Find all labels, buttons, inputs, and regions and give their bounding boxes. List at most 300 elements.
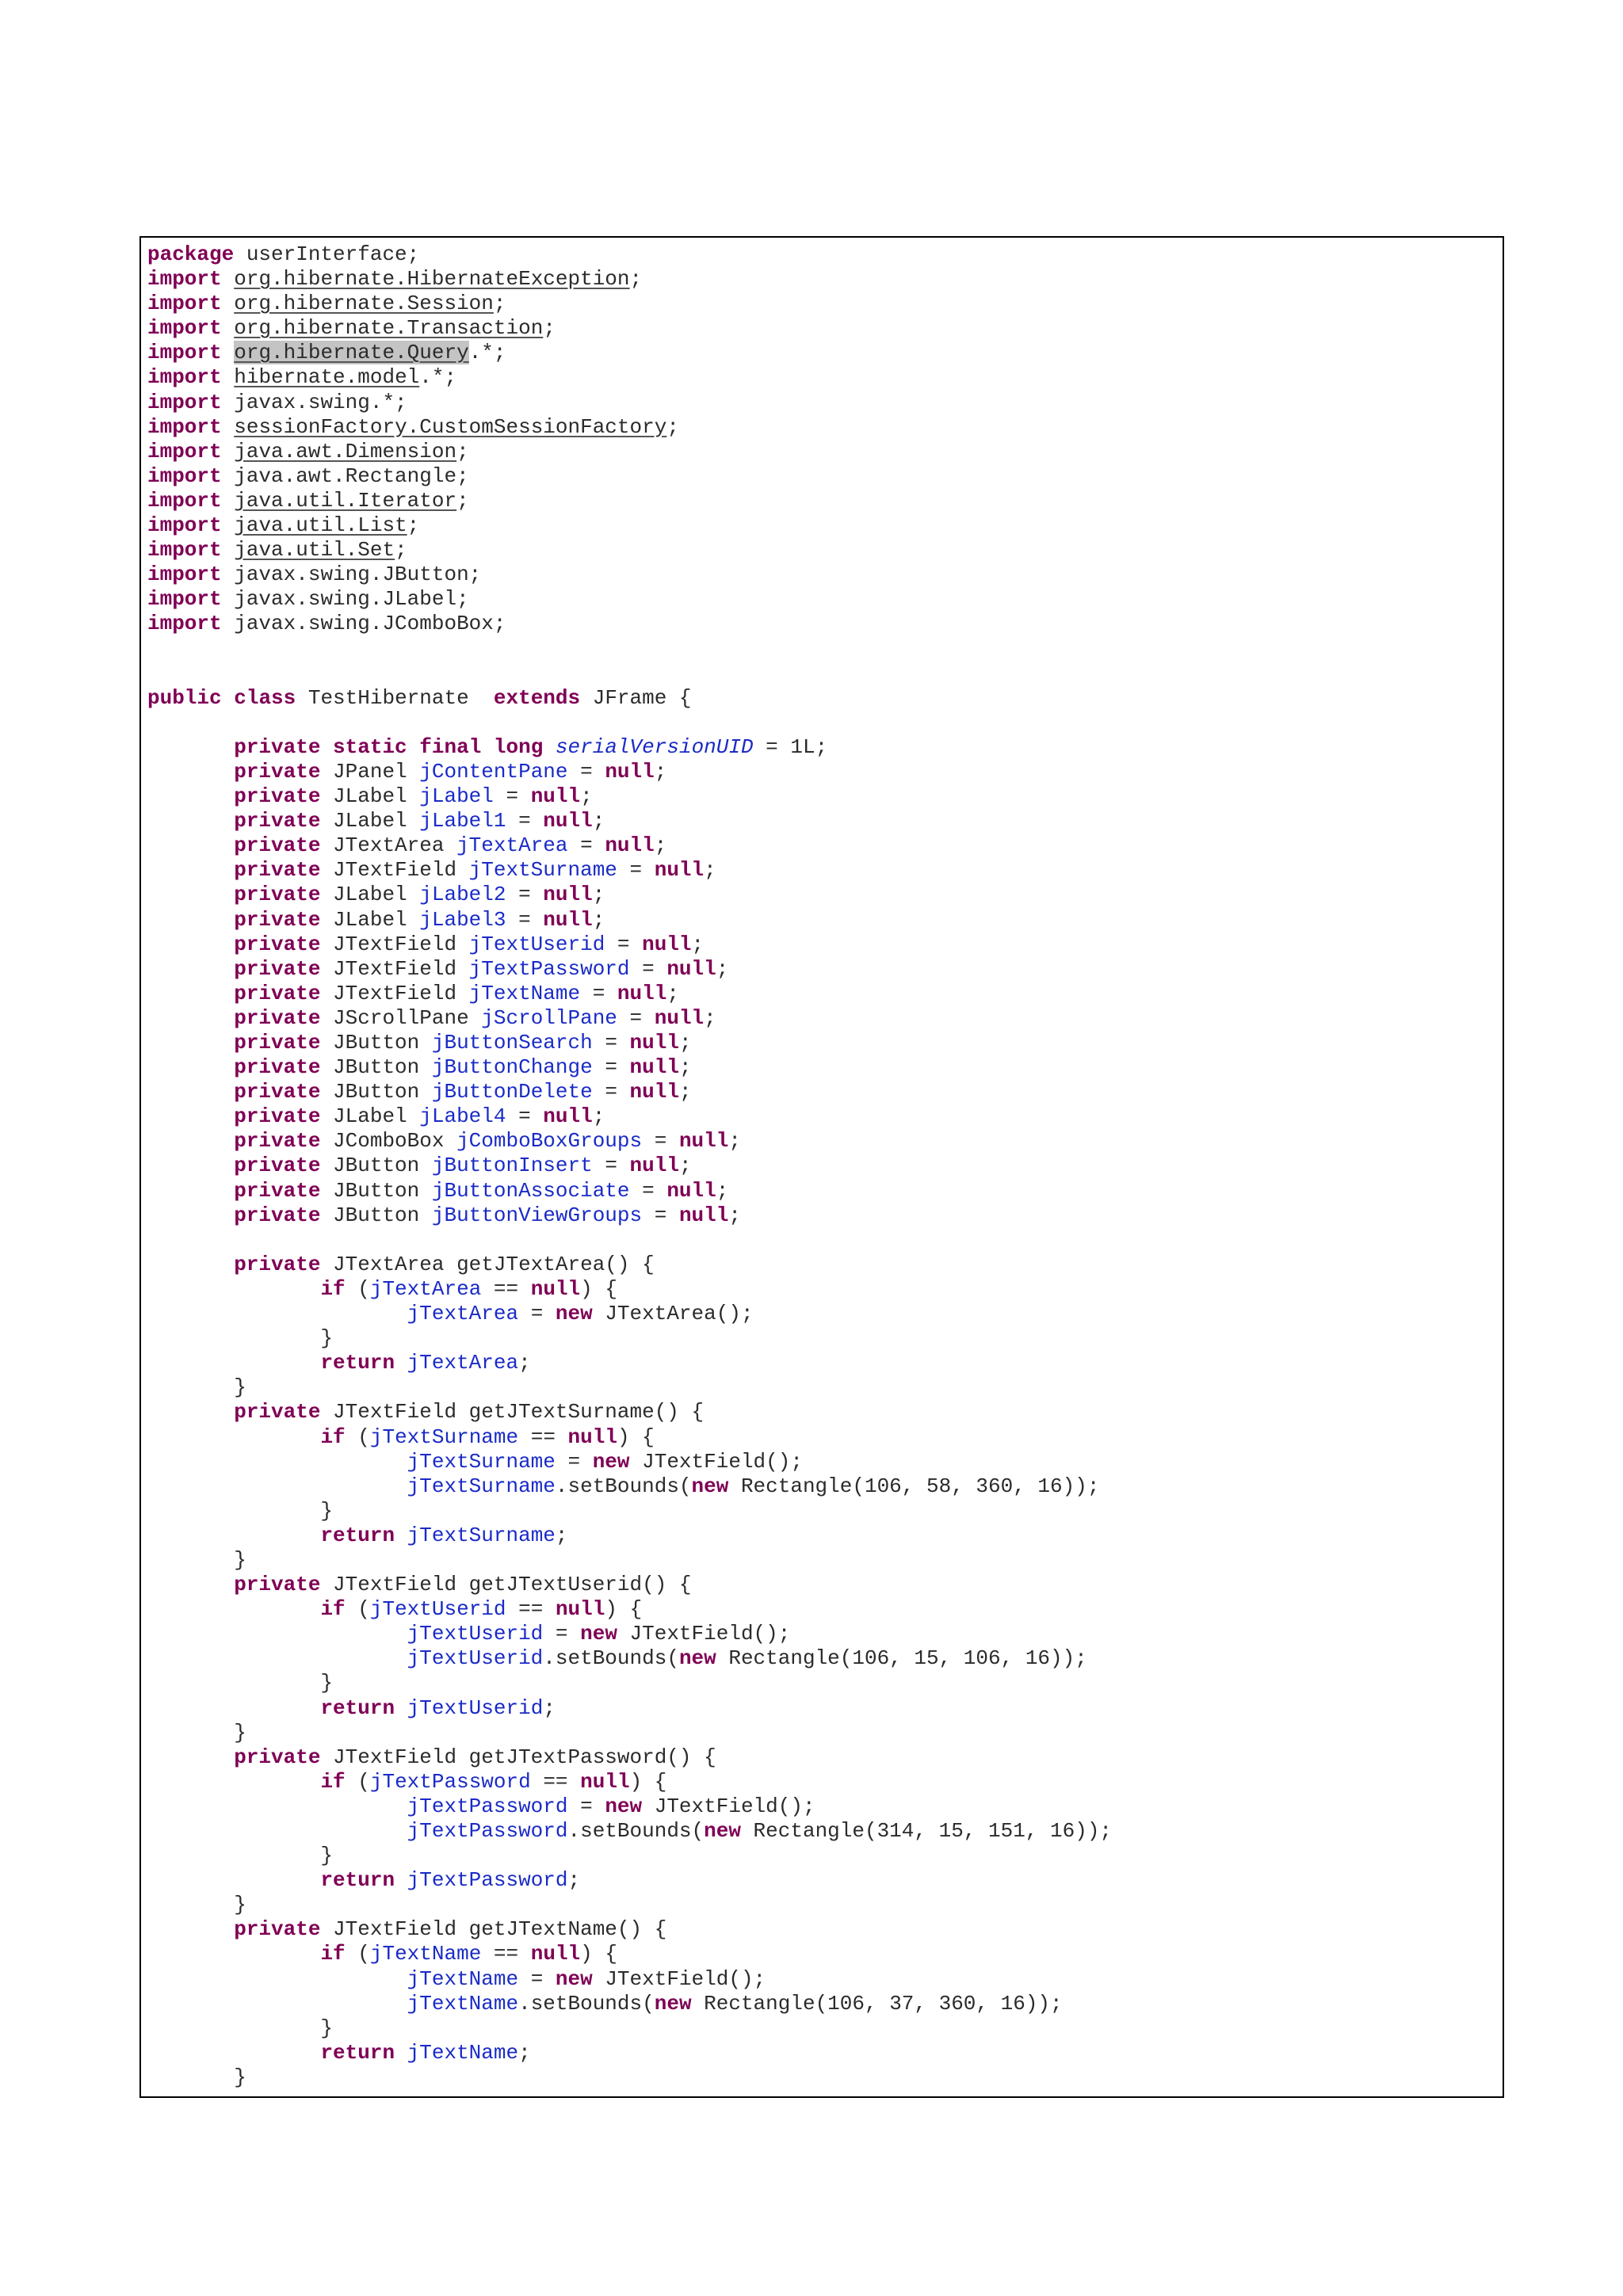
code-text	[222, 440, 235, 463]
field-token: jTextSurname	[407, 1474, 556, 1498]
code-text: ;	[592, 1104, 605, 1129]
field-token: jButtonDelete	[431, 1080, 593, 1104]
code-text: =	[617, 858, 655, 883]
code-text: }	[147, 1671, 334, 1695]
code-text	[222, 513, 235, 537]
code-text: .*;	[419, 365, 457, 390]
code-text: =	[592, 1154, 630, 1178]
keyword-token: import	[147, 414, 222, 439]
code-text: ;	[543, 1695, 556, 1720]
field-token: jLabel1	[419, 809, 506, 833]
field-token: jTextName	[407, 1991, 519, 2016]
code-text: Rectangle(314, 15, 151, 16));	[740, 1819, 1113, 1843]
keyword-token: import	[147, 267, 222, 292]
field-token: jTextPassword	[468, 956, 630, 981]
code-line	[147, 883, 1496, 907]
code-text	[147, 858, 234, 882]
code-text: ;	[666, 981, 679, 1005]
code-line	[147, 809, 1496, 833]
code-text: javax.swing.*;	[221, 390, 407, 414]
field-token: jButtonSearch	[431, 1031, 593, 1055]
keyword-token: final	[419, 734, 482, 759]
code-line	[147, 1573, 1496, 1597]
code-text: ;	[678, 1080, 692, 1104]
field-token: jTextArea	[456, 833, 568, 858]
field-token: jTextArea	[369, 1276, 482, 1301]
code-line	[147, 1228, 1496, 1253]
code-text: ) {	[605, 1597, 643, 1622]
code-text: }	[147, 2016, 334, 2040]
code-text	[147, 1253, 234, 1276]
code-text	[147, 957, 234, 981]
keyword-token: static	[333, 734, 407, 759]
code-text: ;	[580, 784, 593, 809]
keyword-token: import	[147, 612, 222, 636]
code-text	[147, 1794, 407, 1818]
code-text: JButton	[320, 1178, 432, 1203]
keyword-token: null	[567, 1425, 617, 1449]
keyword-token: null	[654, 1005, 705, 1030]
code-line	[147, 391, 1496, 415]
code-line	[147, 2016, 1496, 2041]
code-text: JTextArea();	[592, 1302, 754, 1326]
keyword-token: private	[234, 759, 321, 784]
code-text: JLabel	[320, 809, 420, 833]
code-text: .setBounds(	[518, 1991, 655, 2016]
keyword-token: null	[617, 981, 667, 1005]
keyword-token: if	[320, 1276, 346, 1301]
code-line	[147, 242, 1496, 267]
code-text	[147, 1154, 234, 1177]
field-token: jContentPane	[419, 759, 568, 784]
code-text	[147, 1450, 407, 1474]
code-text	[395, 1868, 407, 1892]
keyword-token: private	[234, 981, 321, 1005]
code-text: =	[506, 883, 544, 907]
code-text	[147, 1573, 234, 1596]
keyword-token: private	[234, 1031, 321, 1055]
keyword-token: null	[530, 784, 581, 809]
code-line	[147, 1400, 1496, 1425]
code-text	[147, 1129, 234, 1153]
import-path-token: org.hibernate.Transaction	[234, 316, 544, 341]
code-line	[147, 982, 1496, 1006]
code-text: JButton	[320, 1055, 432, 1080]
code-text: }	[147, 1844, 334, 1868]
code-text: JTextField	[320, 858, 469, 883]
code-text	[147, 1006, 234, 1030]
keyword-token: null	[543, 907, 593, 932]
keyword-token: import	[147, 463, 222, 488]
code-line	[147, 1425, 1496, 1450]
code-text: =	[629, 956, 667, 981]
code-text: =	[493, 784, 531, 809]
code-text: java.awt.Rectangle;	[221, 463, 469, 488]
code-line	[147, 784, 1496, 809]
field-token: jTextName	[468, 981, 581, 1005]
keyword-token: null	[678, 1129, 729, 1154]
keyword-token: return	[320, 1351, 395, 1375]
code-line	[147, 1819, 1496, 1844]
import-path-token: java.util.Iterator	[234, 488, 457, 513]
code-text: ) {	[580, 1942, 617, 1966]
code-line	[147, 1253, 1496, 1277]
keyword-token: import	[147, 563, 222, 587]
field-token: jTextUserid	[369, 1597, 506, 1622]
code-text	[147, 1942, 320, 1966]
field-token: jTextArea	[407, 1351, 519, 1375]
code-line	[147, 316, 1496, 341]
code-text: ==	[481, 1942, 531, 1966]
code-text: =	[506, 907, 544, 932]
code-text: JTextField();	[592, 1966, 766, 1991]
code-text	[147, 735, 234, 759]
code-text: =	[518, 1966, 556, 1991]
field-token: jTextArea	[407, 1302, 519, 1326]
code-text: =	[567, 759, 605, 784]
code-text: Rectangle(106, 58, 360, 16));	[728, 1474, 1100, 1498]
code-text: ;	[654, 833, 667, 858]
code-text	[147, 1104, 234, 1128]
code-line	[147, 1154, 1496, 1178]
code-text: ;	[407, 513, 420, 538]
keyword-token: private	[234, 1154, 321, 1178]
code-line	[147, 513, 1496, 538]
field-token: jTextSurname	[407, 1523, 556, 1547]
code-line	[147, 1942, 1496, 1966]
code-text: JLabel	[320, 1104, 420, 1129]
code-text	[222, 267, 235, 291]
code-text	[147, 1646, 407, 1670]
code-text: TestHibernate	[296, 685, 494, 710]
code-text	[147, 933, 234, 956]
code-text: JTextField	[320, 981, 469, 1005]
code-text: ;	[567, 1868, 581, 1893]
code-text	[407, 735, 420, 759]
code-text: (	[345, 1942, 370, 1966]
code-text: ;	[543, 316, 556, 341]
keyword-token: private	[234, 809, 321, 833]
keyword-token: long	[493, 734, 544, 759]
code-text: ) {	[617, 1425, 655, 1449]
keyword-token: private	[234, 1129, 321, 1154]
field-token: jLabel3	[419, 907, 506, 932]
code-line	[147, 1524, 1496, 1548]
code-line	[147, 1179, 1496, 1203]
code-text: =	[592, 1031, 630, 1055]
code-text: ;	[518, 2040, 531, 2065]
import-path-token: org.hibernate.Session	[234, 292, 494, 316]
code-line	[147, 1351, 1496, 1375]
code-text: =	[629, 1178, 667, 1203]
field-token: jTextPassword	[407, 1868, 568, 1893]
code-line	[147, 587, 1496, 612]
keyword-token: return	[320, 1523, 395, 1547]
code-text: Rectangle(106, 37, 360, 16));	[691, 1991, 1063, 2016]
keyword-token: private	[234, 1573, 321, 1597]
field-token: jTextPassword	[407, 1794, 568, 1818]
code-text: =	[605, 932, 643, 956]
code-text: JPanel	[320, 759, 420, 784]
code-text: .setBounds(	[543, 1646, 679, 1671]
code-text	[147, 1302, 407, 1325]
keyword-token: null	[642, 932, 692, 956]
keyword-token: public	[147, 685, 222, 710]
code-text: =	[592, 1080, 630, 1104]
code-text	[147, 908, 234, 932]
code-text	[222, 316, 235, 340]
code-text	[147, 2041, 320, 2065]
code-text: .*;	[468, 341, 506, 365]
code-text: =	[518, 1302, 556, 1326]
keyword-token: private	[234, 883, 321, 907]
code-text: =	[580, 981, 617, 1005]
code-text: =	[506, 1104, 544, 1129]
field-token: jTextUserid	[468, 932, 605, 956]
keyword-token: private	[234, 784, 321, 809]
code-text: ;	[456, 439, 469, 463]
code-text: ;	[592, 883, 605, 907]
code-text: ;	[592, 809, 605, 833]
code-text: (	[345, 1769, 370, 1794]
code-text: JLabel	[320, 784, 420, 809]
code-line	[147, 292, 1496, 316]
code-text	[147, 1770, 320, 1794]
code-text: JComboBox	[320, 1129, 457, 1154]
keyword-token: package	[147, 242, 235, 266]
code-text: ;	[555, 1523, 568, 1547]
code-line	[147, 711, 1496, 735]
keyword-token: null	[629, 1154, 679, 1178]
code-text: }	[147, 1720, 246, 1745]
keyword-token: private	[234, 1745, 321, 1769]
keyword-token: private	[234, 1203, 321, 1227]
code-line	[147, 1597, 1496, 1622]
keyword-token: import	[147, 292, 222, 316]
code-text: JTextField	[320, 932, 469, 956]
code-line	[147, 957, 1496, 982]
code-line	[147, 1721, 1496, 1745]
keyword-token: private	[234, 1005, 321, 1030]
code-text	[147, 1819, 407, 1843]
code-line	[147, 440, 1496, 464]
code-text: =	[617, 1005, 655, 1030]
code-listing-box	[139, 236, 1504, 2098]
code-text	[147, 1917, 234, 1941]
code-line	[147, 267, 1496, 292]
keyword-token: null	[629, 1080, 679, 1104]
code-text: ;	[678, 1055, 692, 1080]
code-line	[147, 489, 1496, 513]
code-text	[147, 1400, 234, 1424]
import-path-token: java.util.Set	[234, 538, 395, 563]
code-line	[147, 1055, 1496, 1080]
code-line	[147, 1450, 1496, 1474]
code-text: ;	[456, 488, 469, 513]
code-text: ;	[704, 858, 716, 883]
code-text: =	[592, 1055, 630, 1080]
code-text: ;	[518, 1351, 531, 1375]
field-token: jScrollPane	[481, 1005, 617, 1030]
code-text	[147, 1524, 320, 1547]
highlighted-import-token: org.hibernate.Query	[234, 341, 469, 365]
code-line	[147, 1104, 1496, 1129]
code-text	[147, 1351, 320, 1375]
keyword-token: private	[234, 1104, 321, 1129]
code-listing	[147, 242, 1496, 2090]
code-text: javax.swing.JComboBox;	[221, 612, 506, 636]
code-line	[147, 833, 1496, 858]
import-path-token: sessionFactory.CustomSessionFactory	[234, 414, 667, 439]
code-line	[147, 1080, 1496, 1104]
field-token: jTextSurname	[468, 858, 617, 883]
import-path-token: java.util.List	[234, 513, 407, 538]
code-text: =	[642, 1129, 679, 1154]
code-text: JTextField getJTextUserid() {	[320, 1573, 692, 1597]
code-line	[147, 1277, 1496, 1302]
code-line	[147, 662, 1496, 686]
code-text: }	[147, 2065, 246, 2089]
code-text	[147, 1203, 234, 1227]
keyword-token: null	[629, 1031, 679, 1055]
code-text: ==	[518, 1425, 568, 1449]
code-line	[147, 563, 1496, 587]
import-path-token: hibernate.model	[234, 365, 420, 390]
code-text: .setBounds(	[567, 1819, 705, 1843]
keyword-token: return	[320, 2040, 395, 2065]
code-text	[147, 1055, 234, 1079]
code-line	[147, 1844, 1496, 1868]
code-line	[147, 1992, 1496, 2016]
field-token: jLabel2	[419, 883, 506, 907]
code-text	[147, 883, 234, 906]
keyword-token: null	[605, 759, 655, 784]
code-text: = 1L;	[753, 734, 828, 759]
keyword-token: null	[555, 1597, 605, 1622]
code-line	[147, 858, 1496, 883]
code-line	[147, 1203, 1496, 1228]
code-text: JTextField();	[629, 1449, 803, 1474]
code-text	[147, 1080, 234, 1104]
field-token: jTextUserid	[407, 1695, 544, 1720]
keyword-token: new	[580, 1622, 617, 1646]
code-text	[222, 365, 235, 389]
code-text: ;	[629, 267, 643, 292]
code-text: JButton	[320, 1154, 432, 1178]
code-line	[147, 1770, 1496, 1794]
code-line	[147, 1474, 1496, 1499]
code-line	[147, 1129, 1496, 1154]
code-text: JTextField	[320, 956, 469, 981]
code-line	[147, 1893, 1496, 1917]
code-text: ;	[691, 932, 705, 956]
constant-token: serialVersionUID	[555, 734, 754, 759]
keyword-token: private	[234, 956, 321, 981]
field-token: jButtonViewGroups	[431, 1203, 643, 1227]
field-token: jTextPassword	[407, 1819, 568, 1843]
code-text	[147, 1031, 234, 1055]
code-line	[147, 1622, 1496, 1646]
code-text: JTextField getJTextName() {	[320, 1917, 667, 1942]
code-text	[147, 1474, 407, 1498]
code-text: ==	[506, 1597, 556, 1622]
keyword-token: private	[234, 1055, 321, 1080]
keyword-token: import	[147, 439, 222, 463]
code-text: }	[147, 1893, 246, 1917]
code-line	[147, 464, 1496, 489]
code-line	[147, 415, 1496, 440]
code-text: javax.swing.JLabel;	[221, 587, 469, 612]
code-text	[147, 1868, 320, 1892]
keyword-token: private	[234, 907, 321, 932]
field-token: jTextSurname	[369, 1425, 519, 1449]
code-text: ;	[728, 1203, 741, 1227]
code-line	[147, 735, 1496, 760]
keyword-token: null	[543, 883, 593, 907]
code-text: JScrollPane	[320, 1005, 482, 1030]
keyword-token: if	[320, 1597, 346, 1622]
keyword-token: null	[530, 1276, 581, 1301]
code-text: =	[506, 809, 544, 833]
keyword-token: private	[234, 1080, 321, 1104]
keyword-token: null	[629, 1055, 679, 1080]
import-path-token: org.hibernate.HibernateException	[234, 267, 630, 292]
keyword-token: if	[320, 1769, 346, 1794]
code-text: }	[147, 1375, 246, 1400]
code-line	[147, 1917, 1496, 1942]
keyword-token: import	[147, 365, 222, 390]
field-token: jTextName	[369, 1942, 482, 1966]
code-text	[543, 735, 556, 759]
code-text: }	[147, 1326, 334, 1351]
keyword-token: extends	[493, 685, 581, 710]
code-text: ;	[678, 1154, 692, 1178]
code-line	[147, 760, 1496, 784]
code-text: ;	[592, 907, 605, 932]
keyword-token: new	[678, 1646, 716, 1671]
keyword-token: private	[234, 833, 321, 858]
keyword-token: import	[147, 538, 222, 563]
code-text: JTextField getJTextPassword() {	[320, 1745, 716, 1769]
code-text	[147, 809, 234, 833]
keyword-token: new	[654, 1991, 692, 2016]
code-text: ;	[704, 1005, 716, 1030]
keyword-token: null	[666, 956, 716, 981]
import-path-token: java.awt.Dimension	[234, 439, 457, 463]
code-text	[147, 1622, 407, 1646]
code-text: ;	[716, 956, 729, 981]
keyword-token: new	[691, 1474, 729, 1498]
code-line	[147, 2065, 1496, 2090]
code-line	[147, 1794, 1496, 1819]
keyword-token: private	[234, 1178, 321, 1203]
code-line	[147, 1302, 1496, 1326]
code-text: =	[543, 1622, 581, 1646]
code-line	[147, 933, 1496, 957]
code-line	[147, 341, 1496, 365]
code-text: JTextArea	[320, 833, 457, 858]
code-line	[147, 538, 1496, 563]
code-text	[147, 982, 234, 1005]
code-text: Rectangle(106, 15, 106, 16));	[716, 1646, 1087, 1671]
code-line	[147, 1499, 1496, 1524]
code-line	[147, 908, 1496, 933]
code-line	[147, 1326, 1496, 1351]
code-text	[222, 538, 235, 562]
code-line	[147, 686, 1496, 711]
code-text	[395, 1696, 407, 1720]
code-line	[147, 365, 1496, 390]
